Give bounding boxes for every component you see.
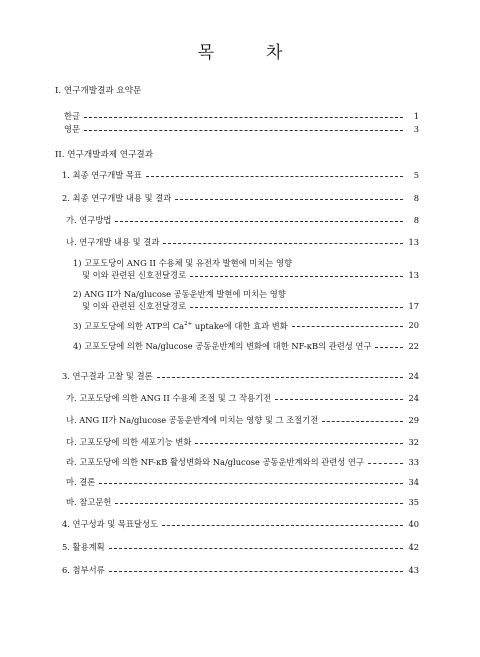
page-number: 24 bbox=[408, 371, 419, 381]
toc-label bbox=[66, 495, 111, 509]
toc-label-text: 가. 고포도당에 의한 ANG II 수용체 조절 및 그 작용기전 bbox=[66, 393, 272, 403]
toc-label: 2) ANG II가 Na/glucose 공동운반계 발현에 미치는 영향 bbox=[73, 289, 286, 299]
toc-entry bbox=[0, 391, 480, 405]
dotted-leader bbox=[190, 307, 403, 308]
toc-label bbox=[73, 339, 371, 353]
superscript: 2+ bbox=[184, 321, 193, 327]
page-number: 40 bbox=[408, 519, 419, 529]
toc-label-text: 나. ANG II가 Na/glucose 공동운반계에 미치는 영향 및 그 조절기전 bbox=[66, 415, 319, 425]
dotted-leader bbox=[163, 243, 403, 244]
toc-label bbox=[82, 268, 186, 282]
toc-entry bbox=[0, 435, 480, 449]
dotted-leader bbox=[175, 199, 403, 200]
toc-label bbox=[64, 122, 80, 136]
dotted-leader bbox=[322, 421, 403, 422]
toc-entry bbox=[0, 455, 480, 469]
dotted-leader bbox=[162, 525, 403, 526]
toc-label: II. 연구개발과제 연구결과 bbox=[55, 150, 154, 160]
dotted-leader bbox=[99, 483, 403, 484]
page-number: 17 bbox=[408, 301, 419, 311]
toc-label-text: 4) 고포도당에 의한 Na/glucose 공동운반계의 변화에 대한 NF-κB의 관련성 연구 bbox=[73, 341, 372, 351]
toc-label-text: 및 이와 관련된 신호전달경로 bbox=[82, 301, 187, 311]
dotted-leader bbox=[109, 548, 403, 549]
toc-label bbox=[62, 517, 158, 531]
toc-label-text: 6. 첨부서류 bbox=[62, 565, 105, 575]
page-number: 8 bbox=[413, 193, 419, 203]
toc-label-text: 다. 고포도당에 의한 세포기능 변화 bbox=[66, 437, 192, 447]
title-char-1: 목 bbox=[197, 43, 214, 63]
page-number: 3 bbox=[413, 124, 419, 134]
toc-label-text: 3) 고포도당에 의한 ATP의 Ca bbox=[73, 321, 185, 331]
toc-label bbox=[73, 317, 288, 333]
dotted-leader bbox=[292, 326, 403, 327]
toc-label bbox=[66, 413, 318, 427]
toc-label-text: 5. 활용계획 bbox=[62, 542, 105, 552]
dotted-leader bbox=[146, 176, 403, 177]
toc-label-text: 라. 고포도당에 의한 NF-κB 활성변화와 Na/glucose 공동운반계와의 관련성 연구 bbox=[66, 457, 364, 467]
toc-entry bbox=[0, 318, 480, 332]
toc-label: 1) 고포도당이 ANG II 수용체 및 유전자 발현에 미치는 영향 bbox=[73, 258, 292, 268]
page-number: 8 bbox=[413, 215, 419, 225]
toc-entry bbox=[0, 517, 480, 531]
toc-entry bbox=[0, 191, 480, 205]
toc-entry bbox=[0, 213, 480, 227]
toc-entry bbox=[0, 475, 480, 489]
toc-label bbox=[62, 369, 153, 383]
toc-entry bbox=[0, 299, 480, 313]
dotted-leader bbox=[157, 377, 403, 378]
dotted-leader bbox=[109, 571, 403, 572]
toc-label: I. 연구개발결과 요약문 bbox=[55, 86, 142, 96]
page-number: 33 bbox=[408, 457, 419, 467]
toc-label-text: 영문 bbox=[64, 124, 81, 134]
dotted-leader bbox=[195, 443, 403, 444]
toc-entry bbox=[0, 339, 480, 353]
toc-label-text: 나. 연구개발 내용 및 결과 bbox=[66, 237, 160, 247]
toc-label bbox=[66, 213, 111, 227]
toc-label bbox=[82, 299, 186, 313]
page-title bbox=[0, 38, 480, 63]
toc-label-text: 3. 연구결과 고찰 및 결론 bbox=[62, 371, 153, 381]
toc-label bbox=[66, 475, 95, 489]
toc-entry bbox=[0, 369, 480, 383]
page-number: 24 bbox=[408, 393, 419, 403]
toc-label-text: 가. 연구방법 bbox=[66, 215, 112, 225]
toc-label bbox=[66, 435, 191, 449]
page-number: 20 bbox=[408, 320, 419, 330]
page-number: 13 bbox=[408, 270, 419, 280]
toc-entry bbox=[0, 413, 480, 427]
page-number: 5 bbox=[413, 170, 419, 180]
toc-label bbox=[64, 109, 80, 123]
toc-entry bbox=[0, 235, 480, 249]
toc-entry bbox=[0, 268, 480, 282]
toc-entry bbox=[0, 109, 480, 123]
dotted-leader bbox=[115, 503, 403, 504]
toc-label-text: 바. 참고문헌 bbox=[66, 497, 112, 507]
toc-label bbox=[66, 391, 271, 405]
dotted-leader bbox=[375, 347, 403, 348]
toc-label bbox=[62, 540, 105, 554]
dotted-leader bbox=[84, 117, 403, 118]
dotted-leader bbox=[115, 221, 403, 222]
dotted-leader bbox=[84, 130, 403, 131]
page-number: 43 bbox=[408, 565, 419, 575]
toc-label bbox=[62, 168, 142, 182]
dotted-leader bbox=[368, 463, 403, 464]
toc-entry bbox=[0, 540, 480, 554]
dotted-leader bbox=[275, 399, 403, 400]
title-char-2: 차 bbox=[266, 43, 283, 63]
toc-label-text: uptake에 대한 효과 변화 bbox=[192, 321, 288, 331]
toc-label bbox=[66, 235, 159, 249]
toc-entry bbox=[0, 168, 480, 182]
page-number: 1 bbox=[413, 111, 419, 121]
toc-label-text: 및 이와 관련된 신호전달경로 bbox=[82, 270, 187, 280]
toc-label bbox=[66, 455, 364, 469]
page-number: 13 bbox=[408, 237, 419, 247]
page-number: 42 bbox=[408, 542, 419, 552]
page-number: 35 bbox=[408, 497, 419, 507]
toc-label-text: 1. 최종 연구개발 목표 bbox=[62, 170, 142, 180]
toc-entry bbox=[0, 122, 480, 136]
page-number: 34 bbox=[408, 477, 419, 487]
toc-label-text: 4. 연구성과 및 목표달성도 bbox=[62, 519, 158, 529]
toc-label bbox=[62, 191, 171, 205]
toc-entry bbox=[0, 563, 480, 577]
toc-label-text: 2. 최종 연구개발 내용 및 결과 bbox=[62, 193, 172, 203]
dotted-leader bbox=[190, 276, 403, 277]
toc-section-heading bbox=[0, 148, 480, 162]
toc-label bbox=[62, 563, 105, 577]
toc-section-heading bbox=[0, 84, 480, 98]
page-number: 32 bbox=[408, 437, 419, 447]
toc-entry bbox=[0, 495, 480, 509]
page-number: 22 bbox=[408, 341, 419, 351]
page-number: 29 bbox=[408, 415, 419, 425]
toc-label-text: 마. 결론 bbox=[66, 477, 96, 487]
toc-label-text: 한글 bbox=[64, 111, 81, 121]
